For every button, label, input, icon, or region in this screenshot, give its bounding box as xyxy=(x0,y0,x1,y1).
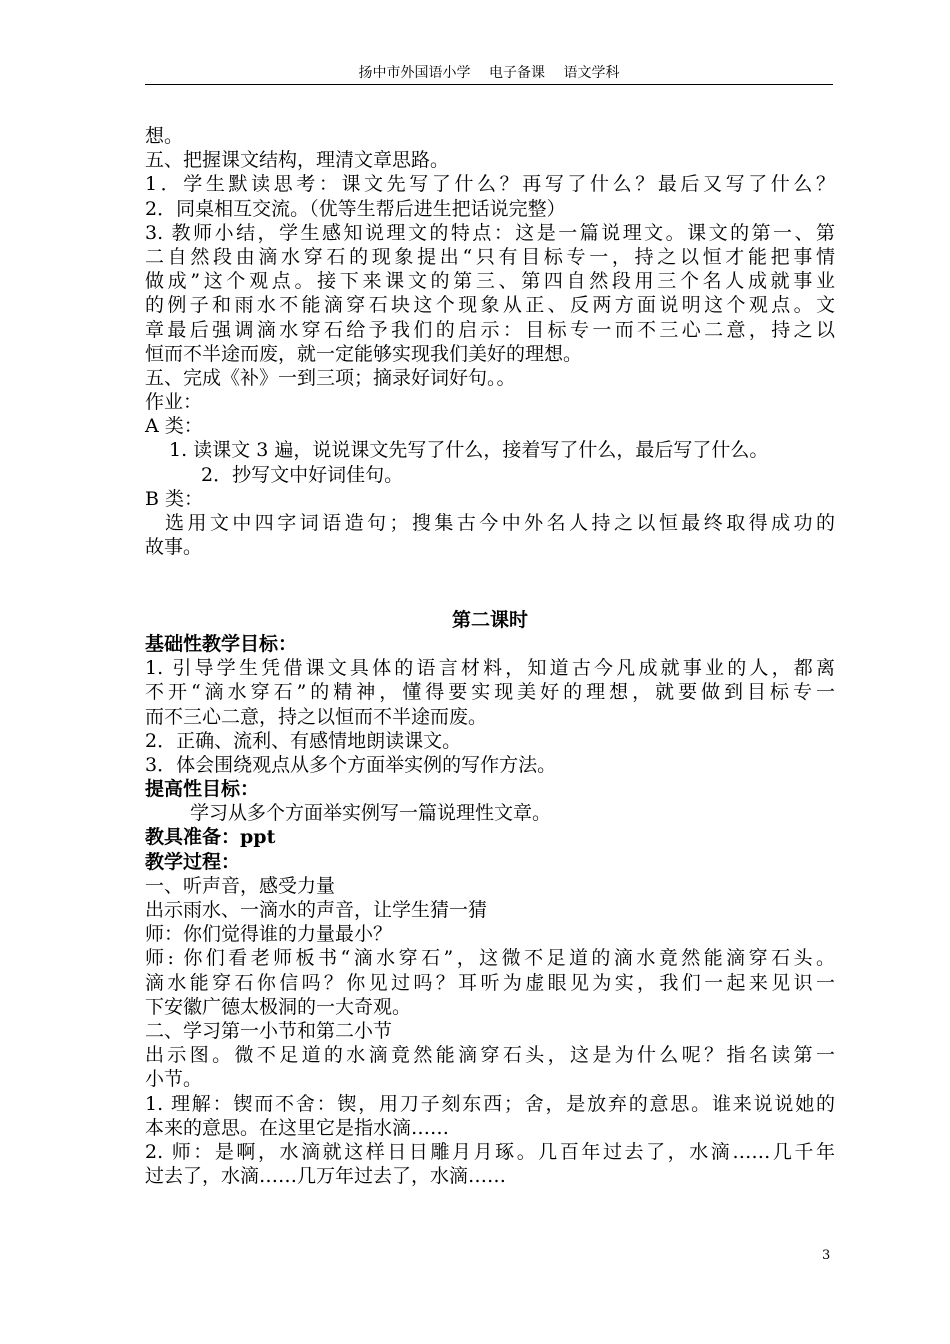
text-line: 不开“滴水穿石”的精神，懂得要实现美好的理想，就要做到目标专一 xyxy=(145,681,835,704)
text-line: 2. 师：是啊，水滴就这样日日雕月月琢。几百年过去了，水滴……几千年 xyxy=(145,1140,835,1163)
text-line: 的例子和雨水不能滴穿石块这个现象从正、反两方面说明这个观点。文 xyxy=(145,294,835,317)
subheading: 基础性教学目标： xyxy=(145,632,298,655)
category-a-label: A 类： xyxy=(145,415,203,438)
text-line: 五、把握课文结构，理清文章思路。 xyxy=(145,149,450,172)
subheading: 教学过程： xyxy=(145,850,241,873)
text-line: 3．体会围绕观点从多个方面举实例的写作方法。 xyxy=(145,753,557,776)
text-line: 师：你们觉得谁的力量最小？ xyxy=(145,923,393,946)
text-line: 小节。 xyxy=(145,1068,203,1091)
page-header: 扬中市外国语小学 电子备课 语文学科 xyxy=(358,65,620,81)
text-line: 师: 你们看老师板书“滴水穿石”，这微不足道的滴水竟然能滴穿石头。 xyxy=(145,947,835,970)
text-line: 2．抄写文中好词佳句。 xyxy=(201,463,404,486)
text-line: 二自然段由滴水穿石的现象提出“只有目标专一，持之以恒才能把事情 xyxy=(145,245,835,268)
text-line: 1. 引导学生凭借课文具体的语言材料，知道古今凡成就事业的人，都离 xyxy=(145,657,835,680)
text-line: 二、学习第一小节和第二小节 xyxy=(145,1019,393,1042)
text-line: 出示图。微不足道的水滴竟然能滴穿石头，这是为什么呢？指名读第一 xyxy=(145,1044,835,1067)
document-body xyxy=(145,124,835,1188)
subheading: 提高性目标： xyxy=(145,778,260,801)
text-line: 1．学生默读思考：课文先写了什么？再写了什么？最后又写了什么？ xyxy=(145,173,835,196)
text-line: 过去了，水滴……几万年过去了，水滴…… xyxy=(145,1165,507,1188)
text-line: 学习从多个方面举实例写一篇说理性文章。 xyxy=(190,802,552,825)
text-line: 想。 xyxy=(145,125,184,147)
text-line: 一、听声音，感受力量 xyxy=(145,874,336,897)
text-line: 章最后强调滴水穿石给予我们的启示：目标专一而不三心二意，持之以 xyxy=(145,318,835,341)
text-line: 恒而不半途而废，就一定能够实现我们美好的理想。 xyxy=(145,342,583,365)
homework-heading: 作业： xyxy=(145,391,203,414)
text-line: 3. 教师小结，学生感知说理文的特点：这是一篇说理文。课文的第一、第 xyxy=(145,221,835,244)
text-line: 而不三心二意，持之以恒而不半途而废。 xyxy=(145,705,488,728)
header-rule xyxy=(145,84,833,85)
text-line: 选用文中四字词语造句；搜集古今中外名人持之以恒最终取得成功的 xyxy=(165,512,835,534)
text-line: 五、完成《补》一到三项；摘录好词好句。。 xyxy=(145,366,516,389)
text-line: 做成”这个观点。接下来课文的第三、第四自然段用三个名人成就事业 xyxy=(145,270,835,293)
text-line: 2．同桌相互交流。（优等生帮后进生把话说完整） xyxy=(145,197,566,220)
text-line: 滴水能穿石你信吗？你见过吗？耳听为虚眼见为实，我们一起来见识一 xyxy=(145,971,835,994)
text-line: 本来的意思。在这里它是指水滴…… xyxy=(145,1116,450,1139)
page-number: 3 xyxy=(822,1248,831,1263)
category-b-label: B 类： xyxy=(145,487,204,510)
section-title: 第二课时 xyxy=(451,608,528,631)
text-line: 下安徽广德太极洞的一大奇观。 xyxy=(145,995,412,1018)
text-line: 1. 理解：锲而不舍：锲，用刀子刻东西；舍，是放弃的意思。谁来说说她的 xyxy=(145,1092,835,1115)
text-line: 1. 读课文 3 遍，说说课文先写了什么，接着写了什么，最后写了什么。 xyxy=(169,439,769,462)
subheading: 教具准备：ppt xyxy=(145,826,276,849)
text-line: 2．正确、流利、有感情地朗读课文。 xyxy=(145,729,462,752)
text-line: 出示雨水、一滴水的声音，让学生猜一猜 xyxy=(145,899,488,921)
text-line: 故事。 xyxy=(145,536,203,559)
